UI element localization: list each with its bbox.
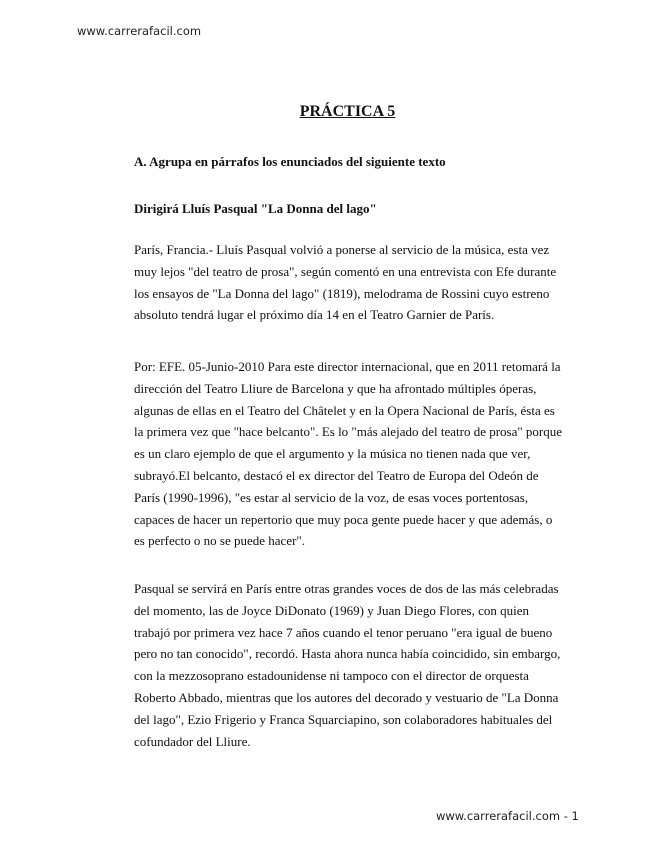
paragraph-line: trabajó por primera vez hace 7 años cuando el tenor peruano "era igual de bueno: [134, 624, 553, 640]
paragraph-line: algunas de ellas en el Teatro del Châtelet y en la Opera Nacional de París, ésta es: [134, 402, 555, 418]
paragraph-line: es perfecto o no se puede hacer".: [134, 533, 305, 549]
header-url: www.carrerafacil.com: [77, 24, 202, 38]
paragraph-line: pero no tan conocido", recordó. Hasta ahora nunca había coincidido, sin embargo,: [134, 646, 561, 662]
paragraph-line: París (1990-1996), "es estar al servicio de la voz, de esas voces portentosas,: [134, 489, 529, 505]
paragraph-line: Por: EFE. 05-Junio-2010 Para este director internacional, que en 2011 retomará la: [134, 359, 561, 374]
article-headline: Dirigirá Lluís Pasqual "La Donna del lago": [134, 201, 377, 216]
paragraph-line: Roberto Abbado, mientras que los autores del decorado y vestuario de "La Donna: [134, 689, 559, 705]
paragraph-line: subrayó.El belcanto, destacó el ex director del Teatro de Europa del Odeón de: [134, 467, 539, 483]
paragraph-line: del lago", Ezio Frigerio y Franca Squarciapino, son colaboradores habituales del: [134, 711, 553, 727]
paragraph-3: [134, 578, 564, 752]
paragraph-line: Pasqual se servirá en París entre otras grandes voces de dos de las más celebradas: [134, 581, 559, 596]
paragraph-line: del momento, las de Joyce DiDonato (1969) y Juan Diego Flores, con quien: [134, 602, 529, 618]
paragraph-line: la primera vez que "hace belcanto". Es lo "más alejado del teatro de prosa" porque: [134, 424, 563, 440]
paragraph-line: dirección del Teatro Lliure de Barcelona y que ha afrontado múltiples óperas,: [134, 380, 537, 396]
paragraph-line: es un claro ejemplo de que el argumento y la música no tienen nada que ver,: [134, 446, 531, 462]
paragraph-line: muy lejos "del teatro de prosa", según comentó en una entrevista con Efe durante: [134, 263, 557, 279]
page-title: PRÁCTICA 5: [299, 103, 396, 120]
footer-page-number: www.carrerafacil.com - 1: [436, 809, 579, 823]
instruction-heading: A. Agrupa en párrafos los enunciados del siguiente texto: [134, 154, 446, 169]
paragraph-line: cofundador del Lliure.: [134, 733, 251, 749]
paragraph-line: los ensayos de "La Donna del lago" (1819), melodrama de Rossini cuyo estreno: [134, 285, 550, 301]
paragraph-2: [134, 356, 564, 552]
paragraph-line: con la mezzosoprano estadounidense ni tampoco con el director de orquesta: [134, 668, 529, 684]
paragraph-1: [134, 239, 564, 326]
paragraph-line: absoluto tendrá lugar el próximo día 14 en el Teatro Garnier de París.: [134, 307, 495, 323]
paragraph-line: París, Francia.- Lluís Pasqual volvió a ponerse al servicio de la música, esta vez: [134, 242, 550, 257]
paragraph-line: capaces de hacer un repertorio que muy poca gente puede hacer y que además, o: [134, 511, 553, 527]
